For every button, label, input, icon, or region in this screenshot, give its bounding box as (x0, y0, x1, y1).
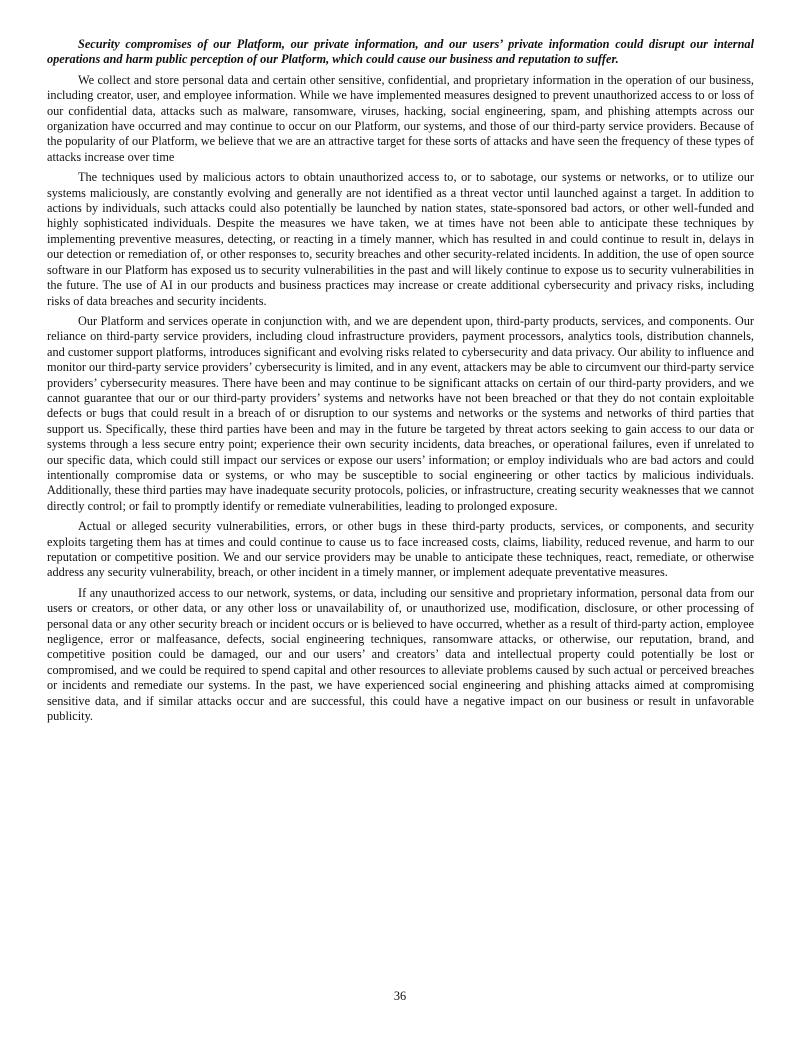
paragraph-third-party-dependence: Our Platform and services operate in conjunction with, and we are dependent upon, third-party products, services, and components. Our reliance on third-party service providers, including cloud infrastructure providers, payment processors, analytics tools, distribution channels, and customer support platforms, introduces significant and evolving risks related to cybersecurity and data privacy. Our ability to influence and monitor our third-party service providers’ cybersecurity is limited, and in any event, attackers may be able to circumvent our third-party service providers’ cybersecurity measures. There have been and may continue to be significant attacks on certain of our third-party providers, and we cannot guarantee that our or our third-party providers’ systems and networks have not been breached or that they do not contain exploitable defects or bugs that could result in a breach of or disruption to our systems and networks or the systems and networks of third parties that support us. Specifically, these third parties have been and may in the future be targeted by threat actors seeking to gain access to our data or systems through a less secure entry point; experience their own security incidents, data breaches, or operational failures, even if unrelated to our specific data, which could still impact our services or expose our users’ information; or employ individuals who are bad actors and could intentionally compromise data or systems, or who may be susceptible to social engineering or other tactics by malicious individuals. Additionally, these third parties may have inadequate security protocols, policies, or infrastructure, creating security weaknesses that we cannot directly control; or fail to promptly identify or remediate vulnerabilities, leading to prolonged exposure. (47, 313, 754, 513)
paragraph-attack-techniques: The techniques used by malicious actors to obtain unauthorized access to, or to sabotage, our systems or networks, or to utilize our systems maliciously, are constantly evolving and generally are not identified as a threat vector until launched against a target. In addition to actions by individuals, such attacks could also potentially be launched by nation states, state-sponsored bad actors, or other well-funded and highly sophisticated individuals. Despite the measures we have taken, we at times have not been able to anticipate these techniques by implementing preventive measures, detecting, or reacting in a timely manner, which has resulted in and could continue to result in, delays in our detection or remediation of, or other responses to, security breaches and other security-related incidents. In addition, the use of open source software in our Platform has exposed us to security vulnerabilities in the past and will likely continue to expose us to security vulnerabilities in the future. The use of AI in our products and business practices may increase or create additional cybersecurity and privacy risks, including risks of data breaches and security incidents. (47, 170, 754, 308)
document-body (47, 37, 754, 729)
paragraph-third-party-vulnerabilities: Actual or alleged security vulnerabilities, errors, or other bugs in these third-party products, services, or components, and security exploits targeting them has at times and could continue to cause us to face increased costs, claims, liability, reduced revenue, and harm to our reputation or competitive position. We and our service providers may be unable to anticipate these techniques, react, remediate, or otherwise address any security vulnerability, breach, or other incident in a timely manner, or implement adequate preventative measures. (47, 519, 754, 580)
section-heading: Security compromises of our Platform, our private information, and our users’ private information could disrupt our internal operations and harm public perception of our Platform, which could cause our business and reputation to suffer. (47, 37, 754, 67)
page-number: 36 (393, 989, 407, 1003)
paragraph-data-collection: We collect and store personal data and certain other sensitive, confidential, and proprietary information in the operation of our business, including creator, user, and employee information. While we have implemented measures designed to prevent unauthorized access to or loss of our confidential data, attacks such as malware, ransomware, viruses, hacking, social engineering, spam, and phishing attempts across our organization have occurred and may continue to occur on our Platform, our systems, and those of our third-party service providers. Because of the popularity of our Platform, we believe that we are an attractive target for these sorts of attacks and have seen the frequency of these types of attacks increase over time (47, 72, 754, 164)
paragraph-breach-consequences: If any unauthorized access to our network, systems, or data, including our sensitive and proprietary information, personal data from our users or creators, or other data, or any other loss or unavailability of, or unauthorized use, modification, disclosure, or other processing of personal data or any other security breach or incident occurs or is believed to have occurred, whether as a result of third-party action, employee negligence, error or malfeasance, defects, social engineering techniques, ransomware attacks, or otherwise, our reputation, brand, and competitive position could be damaged, our and our users’ and creators’ data and intellectual property could potentially be lost or compromised, and we could be required to spend capital and other resources to alleviate problems caused by such actual or perceived breaches or incidents and remediate our systems. In the past, we have experienced social engineering and phishing attacks aimed at compromising sensitive data, and if similar attacks occur and are successful, this could have a negative impact on our business or result in unfavorable publicity. (47, 585, 754, 724)
